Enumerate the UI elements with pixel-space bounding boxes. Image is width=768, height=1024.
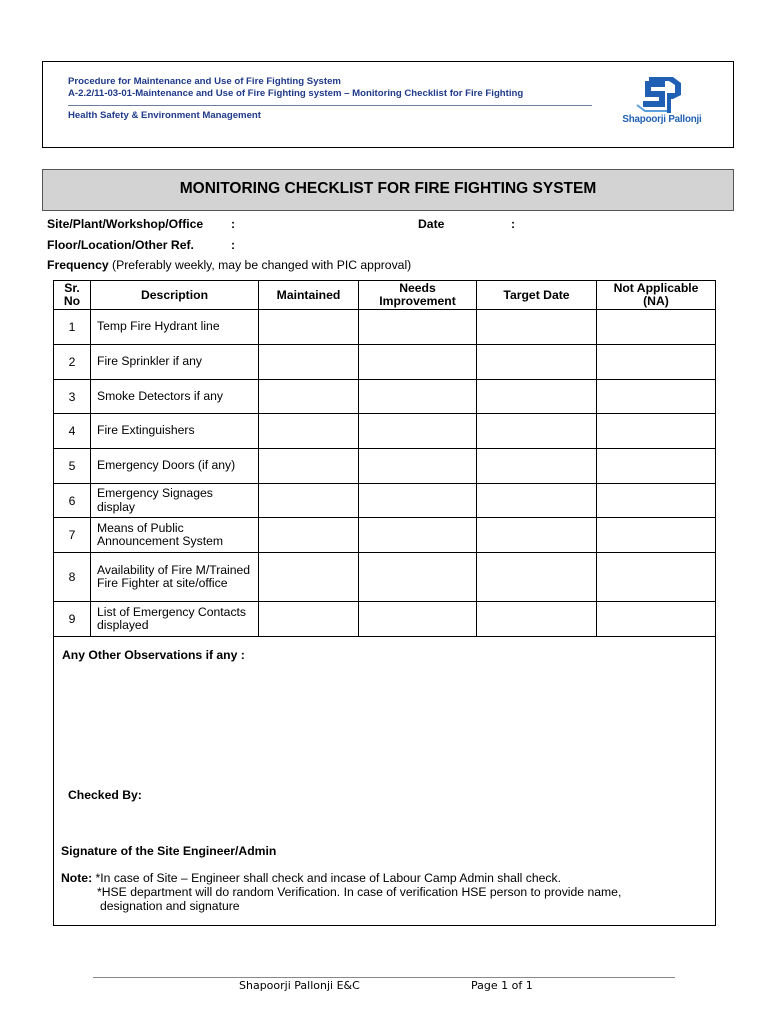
col-header-needs-improvement: Needs Improvement bbox=[359, 281, 477, 310]
signature-label: Signature of the Site Engineer/Admin bbox=[61, 844, 277, 858]
maintained-cell[interactable] bbox=[259, 553, 359, 602]
table-row bbox=[54, 449, 716, 484]
not-applicable-cell[interactable] bbox=[597, 484, 716, 518]
frequency-line bbox=[47, 258, 411, 272]
needs-improvement-cell[interactable] bbox=[359, 553, 477, 602]
checklist-table bbox=[53, 280, 716, 926]
needs-improvement-cell[interactable] bbox=[359, 484, 477, 518]
logo-wordmark: Shapoorji Pallonji bbox=[622, 114, 702, 125]
needs-improvement-cell[interactable] bbox=[359, 449, 477, 484]
table-row bbox=[54, 345, 716, 380]
company-logo bbox=[609, 75, 715, 127]
observations-row bbox=[54, 637, 716, 926]
document-header bbox=[42, 61, 734, 148]
table-header-row bbox=[54, 281, 716, 310]
footer-page-number: Page 1 of 1 bbox=[471, 979, 533, 992]
sr-cell: 4 bbox=[54, 414, 91, 449]
procedure-title: Procedure for Maintenance and Use of Fire Fighting System bbox=[68, 76, 341, 87]
observations-cell[interactable] bbox=[54, 637, 716, 926]
title-banner bbox=[42, 169, 734, 211]
note-block bbox=[61, 871, 621, 913]
not-applicable-cell[interactable] bbox=[597, 602, 716, 637]
description-cell: Temp Fire Hydrant line bbox=[91, 310, 259, 345]
target-date-cell[interactable] bbox=[477, 553, 597, 602]
not-applicable-cell[interactable] bbox=[597, 553, 716, 602]
needs-improvement-cell[interactable] bbox=[359, 518, 477, 553]
not-applicable-cell[interactable] bbox=[597, 449, 716, 484]
maintained-cell[interactable] bbox=[259, 310, 359, 345]
sr-cell: 8 bbox=[54, 553, 91, 602]
date-colon: : bbox=[511, 217, 516, 231]
needs-improvement-cell[interactable] bbox=[359, 345, 477, 380]
table-row bbox=[54, 602, 716, 637]
col-header-target-date: Target Date bbox=[477, 281, 597, 310]
sr-cell: 1 bbox=[54, 310, 91, 345]
needs-improvement-cell[interactable] bbox=[359, 310, 477, 345]
target-date-cell[interactable] bbox=[477, 484, 597, 518]
table-row bbox=[54, 518, 716, 553]
sr-cell: 6 bbox=[54, 484, 91, 518]
sp-logo-icon bbox=[609, 75, 715, 115]
col-header-sr: Sr. No bbox=[54, 281, 91, 310]
not-applicable-cell[interactable] bbox=[597, 310, 716, 345]
description-cell: Smoke Detectors if any bbox=[91, 380, 259, 414]
table-row bbox=[54, 310, 716, 345]
description-cell: Fire Sprinkler if any bbox=[91, 345, 259, 380]
description-cell: Availability of Fire M/Trained Fire Fighter at site/office bbox=[91, 553, 259, 602]
not-applicable-cell[interactable] bbox=[597, 414, 716, 449]
site-colon: : bbox=[231, 217, 236, 231]
target-date-cell[interactable] bbox=[477, 345, 597, 380]
not-applicable-cell[interactable] bbox=[597, 518, 716, 553]
maintained-cell[interactable] bbox=[259, 414, 359, 449]
needs-improvement-cell[interactable] bbox=[359, 602, 477, 637]
sr-cell: 3 bbox=[54, 380, 91, 414]
col-header-description: Description bbox=[91, 281, 259, 310]
frequency-label: Frequency bbox=[47, 258, 109, 272]
date-label: Date bbox=[418, 217, 445, 231]
floor-colon: : bbox=[231, 238, 236, 252]
maintained-cell[interactable] bbox=[259, 345, 359, 380]
note-line-1: *In case of Site – Engineer shall check and incase of Labour Camp Admin shall check. bbox=[92, 871, 561, 885]
checked-by-label: Checked By: bbox=[68, 788, 142, 802]
description-cell: Emergency Signages display bbox=[91, 484, 259, 518]
header-divider bbox=[68, 105, 592, 106]
footer-company: Shapoorji Pallonji E&C bbox=[239, 979, 360, 992]
note-line-3: designation and signature bbox=[100, 899, 240, 913]
description-cell: Emergency Doors (if any) bbox=[91, 449, 259, 484]
description-cell: List of Emergency Contacts displayed bbox=[91, 602, 259, 637]
needs-improvement-cell[interactable] bbox=[359, 380, 477, 414]
maintained-cell[interactable] bbox=[259, 518, 359, 553]
target-date-cell[interactable] bbox=[477, 380, 597, 414]
maintained-cell[interactable] bbox=[259, 449, 359, 484]
table-row bbox=[54, 553, 716, 602]
note-line-2: *HSE department will do random Verification. In case of verification HSE person to provide name, bbox=[97, 885, 622, 899]
target-date-cell[interactable] bbox=[477, 414, 597, 449]
frequency-note: (Preferably weekly, may be changed with PIC approval) bbox=[108, 258, 412, 272]
document-reference: A-2.2/11-03-01-Maintenance and Use of Fire Fighting system – Monitoring Checklist for Fire Fighting bbox=[68, 88, 524, 99]
sr-cell: 7 bbox=[54, 518, 91, 553]
maintained-cell[interactable] bbox=[259, 484, 359, 518]
page-title: MONITORING CHECKLIST FOR FIRE FIGHTING SYSTEM bbox=[179, 180, 597, 197]
site-label: Site/Plant/Workshop/Office bbox=[47, 217, 204, 231]
maintained-cell[interactable] bbox=[259, 380, 359, 414]
maintained-cell[interactable] bbox=[259, 602, 359, 637]
not-applicable-cell[interactable] bbox=[597, 380, 716, 414]
target-date-cell[interactable] bbox=[477, 310, 597, 345]
col-header-not-applicable: Not Applicable (NA) bbox=[597, 281, 716, 310]
sr-cell: 2 bbox=[54, 345, 91, 380]
department-name: Health Safety & Environment Management bbox=[68, 110, 261, 121]
table-row bbox=[54, 380, 716, 414]
sr-cell: 5 bbox=[54, 449, 91, 484]
sr-cell: 9 bbox=[54, 602, 91, 637]
note-label: Note: bbox=[61, 871, 93, 885]
not-applicable-cell[interactable] bbox=[597, 345, 716, 380]
target-date-cell[interactable] bbox=[477, 602, 597, 637]
description-cell: Means of Public Announcement System bbox=[91, 518, 259, 553]
floor-label: Floor/Location/Other Ref. bbox=[47, 238, 194, 252]
observations-title: Any Other Observations if any : bbox=[62, 648, 245, 662]
description-cell: Fire Extinguishers bbox=[91, 414, 259, 449]
target-date-cell[interactable] bbox=[477, 518, 597, 553]
needs-improvement-cell[interactable] bbox=[359, 414, 477, 449]
table-row bbox=[54, 414, 716, 449]
col-header-maintained: Maintained bbox=[259, 281, 359, 310]
footer-divider bbox=[93, 977, 675, 978]
target-date-cell[interactable] bbox=[477, 449, 597, 484]
table-row bbox=[54, 484, 716, 518]
